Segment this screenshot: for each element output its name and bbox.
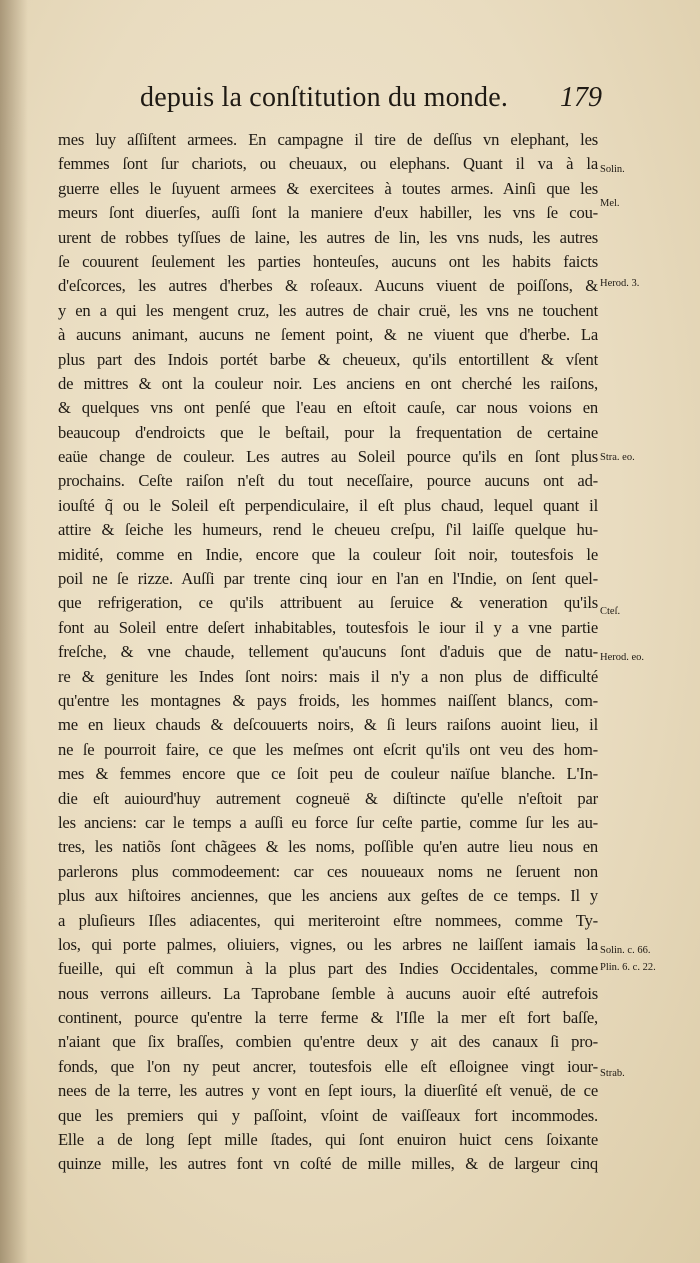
text-line: meurs ſont diuerſes, auſſi ſont la maniere d'eux habiller, les vns ſe cou- [58, 203, 598, 223]
text-line: quinze mille, les autres font vn coſté de mille milles, & de largeur cinq [58, 1154, 598, 1174]
text-line: font au Soleil entre deſert inhabitables, toutesfois le iour il y a vne partie [58, 617, 598, 637]
text-line: fueille, qui eſt commun à la plus part des Indies Occidentales, comme [58, 959, 598, 979]
text-line: attire & ſeiche les humeurs, rend le cheueu creſpu, ſ'il laiſſe quelque hu- [58, 520, 598, 540]
text-line: plus part des Indois portét barbe & cheueux, qu'ils entortillent & vſent [58, 349, 598, 369]
margin-note: Herod. eo. [600, 652, 645, 663]
text-line: & quelques vns ont penſé que l'eau en eſtoit cauſe, car nous voions en [58, 398, 598, 418]
margin-note: Mel. [600, 198, 620, 209]
text-line: parlerons plus commodeement: car ces nouueaux noms ne ſeruent non [58, 861, 598, 881]
text-line: midité, comme en Indie, encore que la couleur ſoit noir, toutesfois le [58, 544, 598, 564]
text-line: n'aiant que ſix braſſes, combien qu'entre deux y ait des canaux ſi pro- [58, 1032, 598, 1052]
text-line: Elle a de long ſept mille ſtades, qui ſont enuiron huict cens ſoixante [58, 1130, 598, 1150]
margin-note: Stra. eo. [600, 452, 635, 463]
text-line: y en a qui les mengent cruz, les autres de chair cruë, les vns ne touchent [58, 300, 598, 320]
text-line: tres, les natiõs ſont chãgees & les noms, poſſible qu'en autre lieu nous en [58, 837, 598, 857]
text-line: die eſt auiourd'huy autrement cogneuë & diſtincte qu'elle n'eſtoit par [58, 788, 598, 808]
text-line: beaucoup d'endroicts que le beſtail, pour la frequentation de certaine [58, 422, 598, 442]
text-line: me en lieux chauds & deſcouuerts noirs, & ſi leurs raiſons auoint lieu, il [58, 715, 598, 735]
text-line: mes luy aſſiſtent armees. En campagne il tire de deſſus vn elephant, les [58, 130, 598, 149]
text-line: prochains. Ceſte raiſon n'eſt du tout neceſſaire, pource aucuns ont ad- [58, 471, 598, 491]
margin-note: Cteſ. [600, 606, 621, 617]
text-line: les anciens: car le temps a auſſi eu force ſur ceſte partie, comme ſur les au- [58, 812, 598, 832]
text-line: eaüe change de couleur. Les autres au Soleil pource qu'ils en ſont plus [58, 447, 598, 467]
page-header [140, 82, 620, 122]
margin-note: Strab. [600, 1068, 625, 1079]
text-line: urent de robbes tyſſues de laine, les autres de lin, les vns nuds, les autres [58, 227, 598, 247]
margin-note: Herod. 3. [600, 278, 640, 289]
margin-notes [600, 0, 696, 1263]
text-line: à aucuns animant, aucuns ne ſement point, & ne viuent que d'herbe. La [58, 325, 598, 345]
margin-note: Plin. 6. c. 22. [600, 962, 656, 973]
running-title: depuis la conſtitution du monde. [140, 82, 509, 113]
text-line: ne ſe pourroit faire, ce que les meſmes ont eſcrit qu'ils ont veu des hom- [58, 739, 598, 759]
text-line: guerre elles le ſuyuent armees & exercitees à toutes armes. Ainſi que les [58, 178, 598, 198]
body-text [58, 128, 598, 1177]
text-line: d'eſcorces, les autres d'herbes & roſeaux. Aucuns viuent de poiſſons, & [58, 276, 598, 296]
text-line: plus aux hiſtoires anciennes, que les anciens aux geſtes de ce temps. Il y [58, 886, 598, 906]
text-line: qu'entre les montagnes & pays froids, les hommes naiſſent blancs, com- [58, 690, 598, 710]
text-line: iouſté q̃ ou le Soleil eſt perpendiculaire, il eſt plus chaud, lequel quant il [58, 495, 598, 515]
text-line: a pluſieurs Iſles adiacentes, qui meriteroint eſtre nommees, comme Ty- [58, 910, 598, 930]
text-line: que refrigeration, ce qu'ils attribuent au ſeruice & veneration qu'ils [58, 593, 598, 613]
margin-note: Solin. [600, 164, 625, 175]
text-line: nees de la terre, les autres y vont en ſept iours, la diuerſité eſt venuë, de ce [58, 1081, 598, 1101]
text-line: ſe couurent ſeulement les parties honteuſes, aucuns ont les habits faicts [58, 251, 598, 271]
text-line: de mittres & ont la couleur noir. Les anciens en ont cherché les raiſons, [58, 373, 598, 393]
page-number: 179 [560, 82, 602, 113]
text-line: continent, pource qu'entre la terre ferme & l'Iſle la mer eſt fort baſſe, [58, 1008, 598, 1028]
margin-note: Solin. c. 66. [600, 945, 651, 956]
text-line: los, qui porte palmes, oliuiers, vignes, ou les arbres ne laiſſent iamais la [58, 934, 598, 954]
text-line: nous verrons ailleurs. La Taprobane ſemble à aucuns auoir eſté autrefois [58, 983, 598, 1003]
text-line: mes & femmes encore que ce ſoit peu de couleur naïſue blanche. L'In- [58, 764, 598, 784]
text-line: freſche, & vne chaude, tellement qu'aucuns ſont d'aduis que de natu- [58, 642, 598, 662]
text-line: femmes ſont ſur chariots, ou cheuaux, ou elephans. Quant il va à la [58, 154, 598, 174]
text-line: poil ne ſe rizze. Auſſi par trente cinq iour en l'an en l'Indie, on ſent quel- [58, 569, 598, 589]
gutter-shadow [0, 0, 28, 1263]
text-line: re & geniture les Indes ſont noirs: mais il n'y a non plus de difficulté [58, 666, 598, 686]
text-line: que les premiers qui y paſſoint, vſoint de vaiſſeaux fort incommodes. [58, 1105, 598, 1125]
text-line: fonds, que l'on ny peut ancrer, toutesfois elle eſt eſloignee vingt iour- [58, 1056, 598, 1076]
